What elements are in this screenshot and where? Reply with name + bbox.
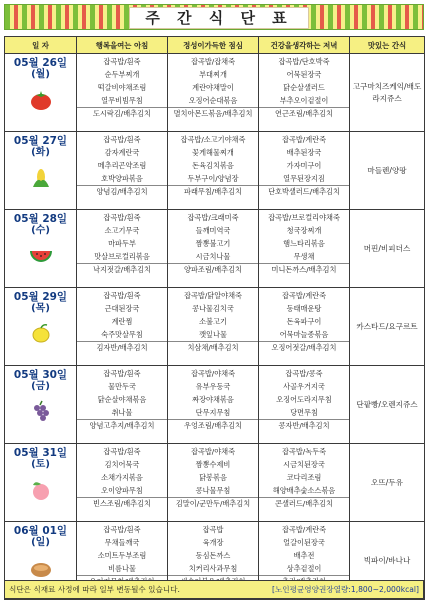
menu-item: 꽃게해물찌개 — [192, 148, 234, 157]
menu-item: 계란찜 — [111, 317, 133, 326]
day-row — [5, 444, 425, 522]
menu-item: 잡곡밥/소고기야채죽 — [180, 135, 246, 144]
corn-icon — [5, 167, 76, 189]
day-cell — [5, 132, 77, 210]
menu-item: 콩나물김치국 — [192, 304, 234, 313]
menu-item: 잡곡밥/흰죽 — [103, 369, 141, 378]
menu-item: 당면무침 — [290, 408, 318, 417]
menu-item: 돈육파구이 — [286, 317, 322, 326]
day-row — [5, 366, 425, 444]
menu-item: 맛살브로컬리볶음 — [94, 252, 150, 261]
menu-item: 콩나물무침 — [195, 486, 231, 495]
lunch-cell — [168, 210, 259, 288]
menu-item: 어묵마늘종볶음 — [279, 330, 329, 339]
header-date: 일 자 — [5, 37, 77, 54]
menu-item: 단호박샐러드/배추김치 — [259, 185, 349, 198]
menu-item: 유부우동국 — [195, 382, 231, 391]
snack-cell: 고구마치즈케익/배도라지쥬스 — [350, 54, 425, 132]
header-snack: 맛있는 간식 — [350, 37, 425, 54]
day-of-week: (금) — [31, 381, 50, 392]
dinner-cell — [259, 210, 350, 288]
menu-item: 어묵된장국 — [286, 70, 322, 79]
day-cell — [5, 444, 77, 522]
menu-item: 잡곡밥/단호박죽 — [278, 57, 330, 66]
menu-item: 잡곡밥 — [202, 525, 224, 534]
menu-item: 잡곡밥/야채죽 — [190, 447, 236, 456]
header-row — [5, 37, 425, 54]
page-title: 주 간 식 단 표 — [129, 7, 309, 29]
snack-cell: 빅파이/바나나 — [350, 522, 425, 600]
menu-item: 시금치된장국 — [283, 460, 325, 469]
day-cell — [5, 288, 77, 366]
menu-item: 잡곡밥/계란죽 — [281, 291, 327, 300]
menu-item: 파래무침/배추김치 — [168, 185, 258, 198]
menu-item: 해양배추숯소스볶음 — [272, 486, 336, 495]
menu-item: 소고기무국 — [104, 226, 140, 235]
day-of-week: (월) — [31, 69, 50, 80]
menu-item: 콩자반/배추김치 — [259, 419, 349, 432]
menu-item: 동심돈까스 — [195, 551, 231, 560]
menu-item: 마파두부 — [108, 239, 136, 248]
dinner-cell — [259, 54, 350, 132]
menu-item: 닭순살샐러드 — [283, 83, 325, 92]
day-cell — [5, 54, 77, 132]
lunch-cell — [168, 444, 259, 522]
menu-item: 도시락김/배추김치 — [77, 107, 167, 120]
menu-item: 오이양파무침 — [101, 486, 143, 495]
day-row — [5, 132, 425, 210]
menu-item: 미니돈까스/배추김치 — [259, 263, 349, 276]
watermelon-icon — [5, 245, 76, 267]
menu-item: 잡곡밥/크래미죽 — [187, 213, 239, 222]
lunch-cell — [168, 288, 259, 366]
menu-item: 잡곡밥/닭알야채죽 — [184, 291, 242, 300]
dinner-cell — [259, 444, 350, 522]
menu-item: 잡곡밥/흰죽 — [103, 291, 141, 300]
breakfast-cell — [77, 210, 168, 288]
menu-item: 호박양파볶음 — [101, 174, 143, 183]
day-cell — [5, 366, 77, 444]
menu-item: 코다리조림 — [286, 473, 322, 482]
menu-item: 낙지젓갈/배추김치 — [77, 263, 167, 276]
snack-cell: 단팥빵/오렌지쥬스 — [350, 366, 425, 444]
day-date: 05월 28일 — [13, 213, 68, 225]
day-of-week: (일) — [31, 537, 50, 548]
menu-item: 잡곡밥/계란죽 — [281, 135, 327, 144]
menu-item: 청국장찌개 — [286, 226, 322, 235]
menu-item: 동태매운탕 — [286, 304, 322, 313]
menu-item: 시금치나물 — [195, 252, 231, 261]
menu-item: 떡갈비야채조림 — [97, 83, 147, 92]
menu-item: 육개장 — [202, 538, 224, 547]
tomato-icon — [5, 89, 76, 111]
menu-item: 치커리사과무침 — [188, 564, 238, 573]
menu-item: 김치어묵국 — [104, 460, 140, 469]
day-date: 05월 30일 — [13, 369, 68, 381]
header-dinner: 건강을생각하는 저녁 — [259, 37, 350, 54]
snack-cell: 머핀/비피더스 — [350, 210, 425, 288]
menu-item: 들깨미역국 — [195, 226, 231, 235]
snack-cell: 카스타드/요구르트 — [350, 288, 425, 366]
menu-item: 배추된장국 — [286, 148, 322, 157]
menu-item: 김말이/군만두/배추김치 — [168, 497, 258, 510]
menu-item: 연근조림/배추김치 — [259, 107, 349, 120]
footer-note-change: 식단은 식재료 사정에 따라 일부 변동될수 있습니다. — [9, 585, 180, 594]
snack-cell: 마들렌/양팡 — [350, 132, 425, 210]
menu-item: 우엉조림/배추김치 — [168, 419, 258, 432]
menu-item: 두부구이/양념장 — [187, 174, 239, 183]
header-lunch: 정성이가득한 점심 — [168, 37, 259, 54]
menu-item: 물만두국 — [108, 382, 136, 391]
menu-item: 부대찌개 — [199, 70, 227, 79]
snack-cell: 오뜨/두유 — [350, 444, 425, 522]
footer-notice — [4, 580, 424, 599]
menu-item: 잡곡밥/잡채죽 — [190, 57, 236, 66]
menu-item: 가자미구이 — [286, 161, 322, 170]
menu-item: 계란야채말이 — [192, 83, 234, 92]
dinner-cell — [259, 132, 350, 210]
dinner-cell — [259, 366, 350, 444]
menu-item: 양념김/배추김치 — [77, 185, 167, 198]
menu-item: 열무비빔무침 — [101, 96, 143, 105]
menu-item: 빈스조림/배추김치 — [77, 497, 167, 510]
menu-item: 배추전 — [293, 551, 315, 560]
menu-item: 감자계란국 — [104, 148, 140, 157]
menu-item: 오징어순대볶음 — [188, 96, 238, 105]
menu-item: 치삼채/배추김치 — [168, 341, 258, 354]
menu-item: 짬뽕불고기 — [195, 239, 231, 248]
menu-item: 돈육김치볶음 — [192, 161, 234, 170]
menu-item: 숙주맛살무침 — [101, 330, 143, 339]
menu-item: 부추오이겉절이 — [279, 96, 329, 105]
menu-item: 비름나물 — [108, 564, 136, 573]
menu-item: 닭봉볶음 — [199, 473, 227, 482]
day-date: 05월 31일 — [13, 447, 68, 459]
menu-item: 짬뽕수제비 — [195, 460, 231, 469]
weekly-menu-table — [4, 36, 425, 600]
header-breakfast: 행복을여는 아침 — [77, 37, 168, 54]
menu-item: 취나물 — [111, 408, 133, 417]
menu-item: 양파조림/배추김치 — [168, 263, 258, 276]
breakfast-cell — [77, 132, 168, 210]
lunch-cell — [168, 366, 259, 444]
menu-item: 닭순살야채볶음 — [97, 395, 147, 404]
menu-item: 소채가지볶음 — [101, 473, 143, 482]
menu-item: 양념고추지/배추김치 — [77, 419, 167, 432]
menu-item: 소불고기 — [199, 317, 227, 326]
menu-item: 잡곡밥/야채죽 — [190, 369, 236, 378]
breakfast-cell — [77, 54, 168, 132]
menu-item: 열무된장지짐 — [283, 174, 325, 183]
day-of-week: (목) — [31, 303, 50, 314]
menu-item: 짜장야채볶음 — [192, 395, 234, 404]
menu-item: 김자반/배추김치 — [77, 341, 167, 354]
menu-item: 오징어도라지무침 — [276, 395, 332, 404]
bread-icon — [5, 557, 76, 579]
menu-item: 단무지무침 — [195, 408, 231, 417]
menu-item: 잡곡밥/브로컬리야채죽 — [268, 213, 340, 222]
menu-item: 순두부찌개 — [104, 70, 140, 79]
menu-item: 근대된장국 — [104, 304, 140, 313]
menu-item: 잡곡밥/녹두죽 — [281, 447, 327, 456]
menu-item: 얼갈이된장국 — [283, 538, 325, 547]
day-row — [5, 210, 425, 288]
menu-item: 잡곡밥/콩죽 — [285, 369, 323, 378]
day-date: 05월 26일 — [13, 57, 68, 69]
menu-item: 잡곡밥/계란죽 — [281, 525, 327, 534]
menu-item: 잡곡밥/흰죽 — [103, 525, 141, 534]
breakfast-cell — [77, 366, 168, 444]
menu-item: 햄느타리볶음 — [283, 239, 325, 248]
day-cell — [5, 210, 77, 288]
breakfast-cell — [77, 288, 168, 366]
day-date: 05월 29일 — [13, 291, 68, 303]
menu-item: 오징어젓갈/배추김치 — [259, 341, 349, 354]
menu-item: 메추리곤약조림 — [97, 161, 147, 170]
menu-item: 깻잎나물 — [199, 330, 227, 339]
menu-item: 사골우거지국 — [283, 382, 325, 391]
menu-item: 소미트두부조림 — [97, 551, 147, 560]
menu-item: 상추겉절이 — [286, 564, 322, 573]
menu-item: 무생채 — [293, 252, 315, 261]
day-date: 05월 27일 — [13, 135, 68, 147]
day-row — [5, 54, 425, 132]
menu-item: 잡곡밥/흰죽 — [103, 57, 141, 66]
day-of-week: (수) — [31, 225, 50, 236]
day-of-week: (화) — [31, 147, 50, 158]
grapes-icon — [5, 401, 76, 423]
day-row — [5, 288, 425, 366]
day-date: 06월 01일 — [13, 525, 68, 537]
breakfast-cell — [77, 444, 168, 522]
menu-item: 잡곡밥/흰죽 — [103, 135, 141, 144]
decorative-banner — [4, 4, 424, 30]
menu-item: 잡곡밥/흰죽 — [103, 213, 141, 222]
menu-item: 무채들깨국 — [104, 538, 140, 547]
dinner-cell — [259, 288, 350, 366]
footer-note-calories: [노인평균영양권장열량:1,800~2,000kcal] — [271, 585, 419, 594]
menu-item: 콘샐러드/배추김치 — [259, 497, 349, 510]
lunch-cell — [168, 54, 259, 132]
lemon-icon — [5, 323, 76, 345]
peach-icon — [5, 479, 76, 501]
lunch-cell — [168, 132, 259, 210]
menu-item: 멸치아몬드볶음/배추김치 — [168, 107, 258, 120]
day-of-week: (토) — [31, 459, 50, 470]
menu-item: 잡곡밥/흰죽 — [103, 447, 141, 456]
